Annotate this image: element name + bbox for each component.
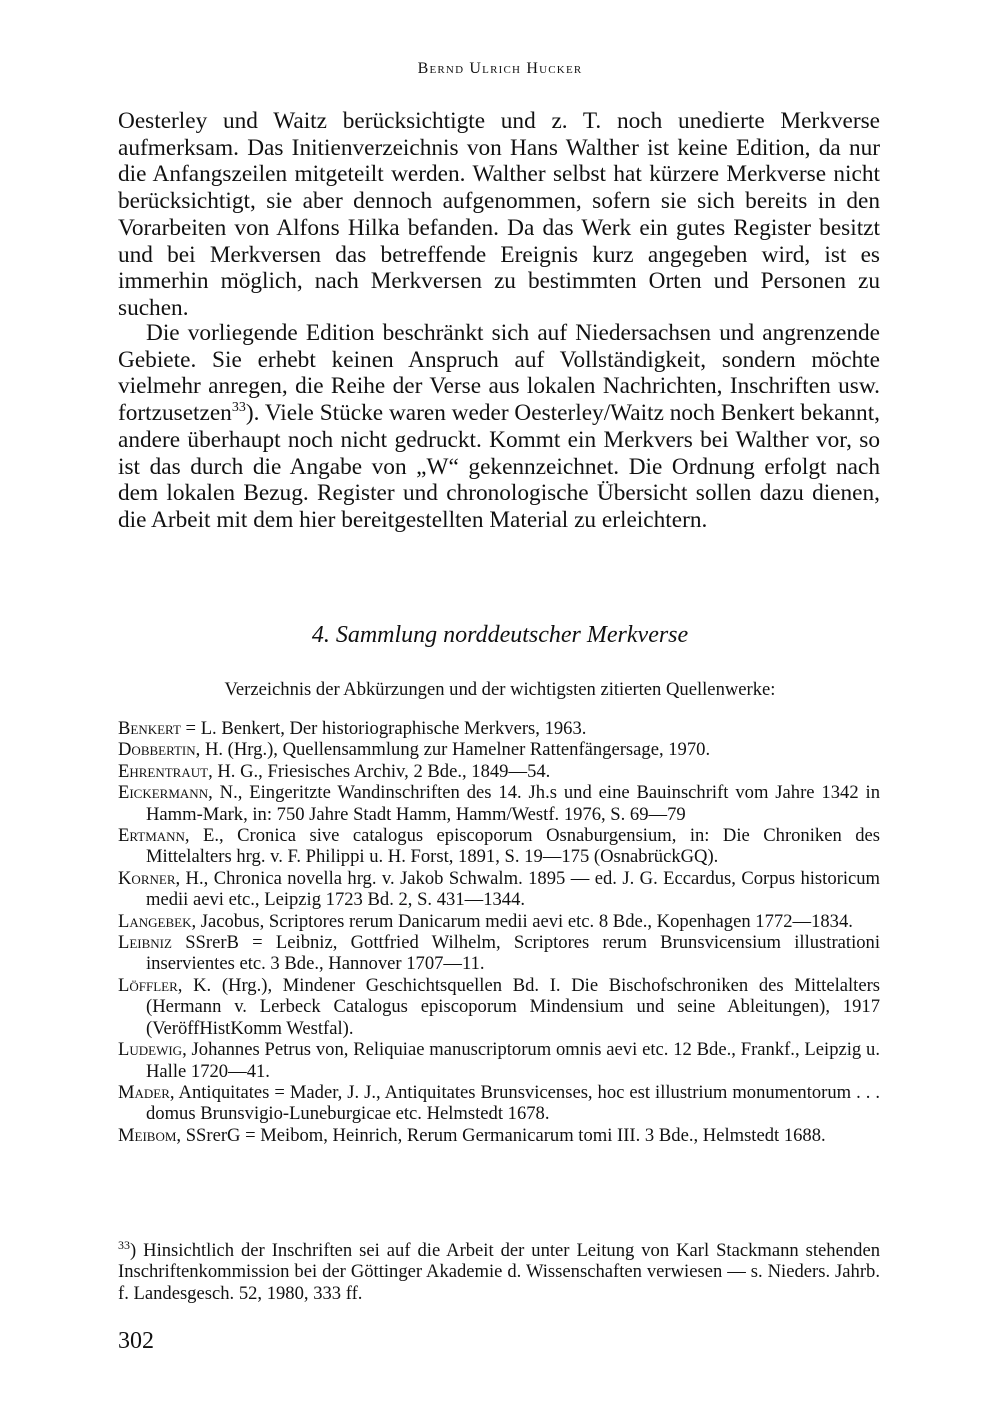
entry-text: , H. G., Friesisches Archiv, 2 Bde., 1849—54. <box>208 760 551 782</box>
list-item <box>118 975 880 1039</box>
list-item <box>118 868 880 911</box>
entry-text: , H., Chronica novella hrg. v. Jakob Schwalm. 1895 — ed. J. G. Eccardus, Corpus historicum medii aevi etc., Leipzig 1723 Bd. 2, S. 431—1344. <box>146 867 880 911</box>
entry-text: , N., Eingeritzte Wandinschriften des 14. Jh.s und eine Bauinschrift vom Jahre 1342 in Hamm-Mark, in: 750 Jahre Stadt Hamm, Hamm/Westf. 1976, S. 69—79 <box>146 782 880 825</box>
list-item <box>118 718 880 739</box>
entry-text: SSrerB = Leibniz, Gottfried Wilhelm, Scriptores rerum Brunsvicensium illustrationi inservientes etc. 3 Bde., Hannover 1707—11. <box>146 932 880 975</box>
list-item <box>118 932 880 975</box>
running-head: Bernd Ulrich Hucker <box>417 60 583 77</box>
paragraph-text <box>118 320 880 534</box>
paragraph-text-part: Die vorliegende Edition beschränkt sich auf Niedersachsen und angrenzende Gebiete. Sie erhebt keinen Anspruch auf Vollständigkeit, sondern möchte vielmehr anregen, die Reihe der Verse aus lokalen Nachrichten, Inschriften usw. fortzusetzen <box>118 320 880 427</box>
list-item <box>118 739 880 760</box>
entry-key: Meibom <box>118 1124 177 1146</box>
list-item <box>118 1125 880 1146</box>
entry-key: Eickermann <box>118 782 209 804</box>
entry-key: Langebek <box>118 910 192 932</box>
list-item <box>118 1039 880 1082</box>
paragraph-text-part: ). Viele Stücke waren weder Oesterley/Waitz noch Benkert bekannt, andere überhaupt noch nicht gedruckt. Kommt ein Merkvers bei Walther vor, so ist das durch die Angabe von „W“ gekennzeichnet. Die Ordnung erfolgt nach dem lokalen Bezug. Register und chronologische Übersicht sollen dazu dienen, die Arbeit mit dem hier bereitgestellten Material zu erleichtern. <box>118 400 880 533</box>
entry-key: Ehrentraut <box>118 760 209 782</box>
footnote <box>118 1237 880 1304</box>
list-item <box>118 911 880 932</box>
entry-text: , Jacobus, Scriptores rerum Danicarum medii aevi etc. 8 Bde., Kopenhagen 1772—1834. <box>191 910 853 932</box>
entry-key: Ertmann <box>118 825 185 847</box>
abbreviations-intro: Verzeichnis der Abkürzungen und der wichtigsten zitierten Quellenwerke: <box>224 679 776 700</box>
footnote-text: ) Hinsichtlich der Inschriften sei auf die Arbeit der unter Leitung von Karl Stackmann stehenden Inschriftenkommission bei der Göttinger Akademie d. Wissenschaften verwiesen — s. Nieders. Jahrb. f. Landesgesch. 52, 1980, 333 ff. <box>118 1240 880 1304</box>
footnote-mark: 33 <box>118 1237 130 1252</box>
paragraph-text: Oesterley und Waitz berücksichtigte und z. T. noch unedierte Merkverse aufmerksam. Das Initienverzeichnis von Hans Walther ist keine Edition, da nur die Anfangszeilen mitgeteilt werden. Walther selbst hat kürzere Merkverse nicht berücksichtigt, sie aber dennoch aufgenommen, sofern sie sich bereits in den Vorarbeiten von Alfons Hilka befanden. Da das Werk ein gutes Register besitzt und bei Merkversen das betreffende Ereignis kurz angegeben wird, ist es immerhin möglich, nach Merkversen zu bestimmten Orten und Personen zu suchen. <box>118 108 880 321</box>
page-number: 302 <box>118 1328 154 1354</box>
entry-key: Benkert <box>118 718 181 739</box>
list-item <box>118 1082 880 1125</box>
entry-text: = L. Benkert, Der historiographische Merkvers, 1963. <box>180 718 587 739</box>
entry-key: Leibniz <box>118 932 172 954</box>
entry-text: , K. (Hrg.), Mindener Geschichtsquellen Bd. I. Die Bischofschroniken des Mittelalters (Hermann v. Lerbeck Catalogus episcoporum Mindensium und seine Ableitungen), 1917 (VeröffHistKomm Westfal). <box>146 974 880 1039</box>
entry-key: Mader <box>118 1081 170 1103</box>
list-item <box>118 782 880 825</box>
body-paragraph-2 <box>118 320 880 534</box>
section-heading: 4. Sammlung norddeutscher Merkverse <box>311 622 689 648</box>
abbreviation-list <box>118 718 880 1146</box>
entry-text: , Johannes Petrus von, Reliquiae manuscriptorum omnis aevi etc. 12 Bde., Frankf., Leipzig u. Halle 1720—41. <box>146 1039 880 1082</box>
list-item <box>118 825 880 868</box>
body-paragraph-1 <box>118 108 880 322</box>
entry-key: Dobbertin <box>118 739 196 761</box>
entry-text: , H. (Hrg.), Quellensammlung zur Hamelner Rattenfängersage, 1970. <box>195 739 711 761</box>
entry-key: Löffler <box>118 974 178 996</box>
entry-key: Korner <box>118 867 176 889</box>
list-item <box>118 761 880 782</box>
entry-key: Ludewig <box>118 1039 183 1061</box>
entry-text: , E., Cronica sive catalogus episcoporum Osnaburgensium, in: Die Chroniken des Mittelalters hrg. v. F. Philippi u. H. Forst, 1891, S. 19—175 (OsnabrückGQ). <box>146 825 880 868</box>
footnote-reference[interactable]: 33 <box>231 400 246 416</box>
entry-text: , Antiquitates = Mader, J. J., Antiquitates Brunsvicenses, hoc est illustrium monumentorum . . . domus Brunsvigio-Luneburgicae etc. Helmstedt 1678. <box>146 1081 880 1125</box>
entry-text: , SSrerG = Meibom, Heinrich, Rerum Germanicarum tomi III. 3 Bde., Helmstedt 1688. <box>176 1124 826 1146</box>
